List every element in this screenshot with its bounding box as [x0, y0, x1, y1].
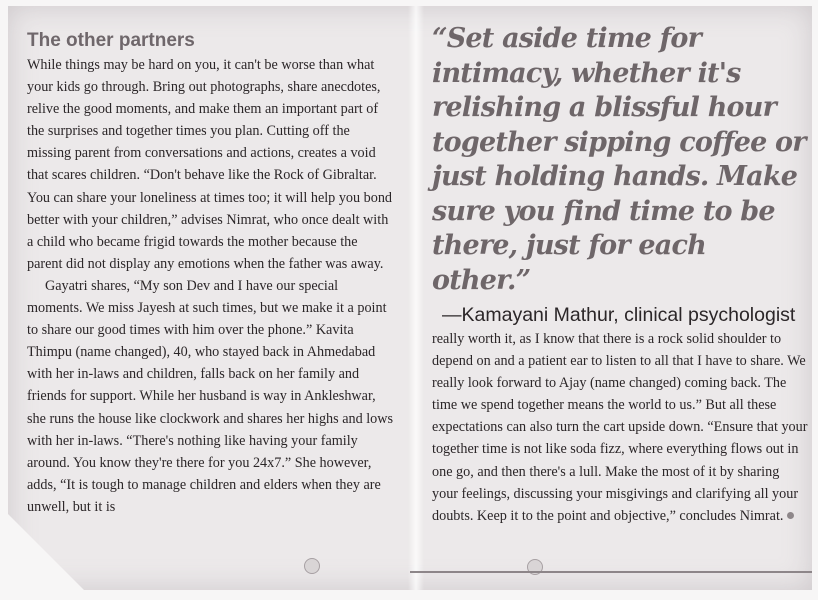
body-paragraph: Gayatri shares, “My son Dev and I have our special moments. We miss Jayesh at such times, but we make it a point to share our good times with him over the phone.” Kavita Thimpu (name changed), 40, who stayed back in Ahmedabad with her in-laws and children, falls back on her family and friends for support. While her husband is way in Ankleshwar, she runs the house like clockwork and shares her highs and lows with her in-laws. “There's nothing like having your family around. You know they're there for you 24x7.” She however, adds, “It is tough to manage children and elders when they are unwell, but it is — [27, 277, 394, 515]
body-paragraph — [432, 328, 808, 527]
pull-quote: “Set aside time for intimacy, whether it's relishing a blissful hour together sipping coffee or just holding hands. Make sure you find time to be there, just for each other.” — [432, 23, 806, 296]
article-end-mark-icon — [787, 512, 794, 519]
page-marker-icon — [527, 559, 543, 575]
folded-corner — [8, 514, 84, 590]
bottom-rule — [410, 571, 812, 573]
right-body-text — [432, 328, 808, 527]
section-heading: The other partners — [27, 30, 195, 51]
body-paragraph-text: really worth it, as I know that there is a rock solid shoulder to depend on and a patient ear to listen to all that I have to share. We really look forward to Ajay (name changed) coming back. The time we spend together means the world to us.” But all these expectations can also turn the cart upside down. “Ensure that your together time is not like soda fizz, where everything flows out in one go, and then there's a lull. Make the most of it by sharing your feelings, discussing your misgivings and clarifying all your doubts. Keep it to the point and objective,” concludes Nimrat. — [432, 331, 808, 524]
body-paragraph: While things may be hard on you, it can't be worse than what your kids go through. Bring out photographs, share anecdotes, relive the good moments, and make them an important part of the surprises and together times you plan. Cutting off the missing parent from conversations and actions, creates a void that scares children. “Don't behave like the Rock of Gibraltar. You can share your loneliness at times too; it will help you bond better with your children,” advises Nimrat, who once dealt with a child who became frigid towards the mother because the parent did not display any emotions when the father was away. — [27, 57, 393, 272]
page-gutter — [408, 6, 424, 590]
quote-attribution: —Kamayani Mathur, clinical psychologist — [442, 304, 796, 326]
right-column — [428, 22, 808, 327]
left-column — [27, 30, 395, 518]
page-marker-icon — [304, 558, 320, 574]
